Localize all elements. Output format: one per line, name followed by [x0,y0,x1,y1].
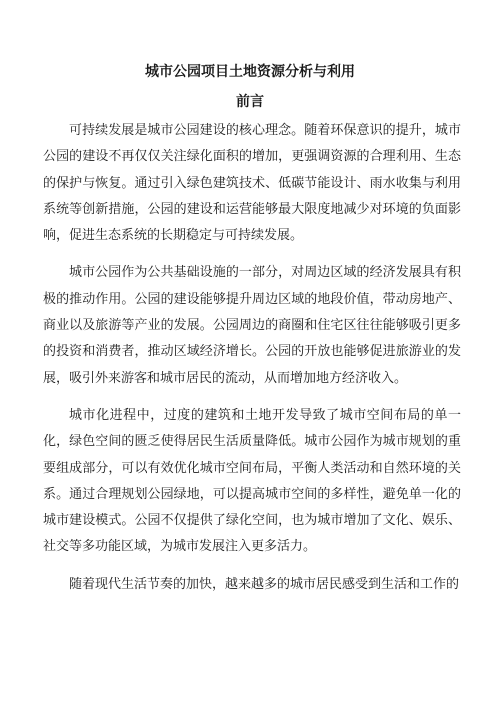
document-body [43,118,461,609]
paragraph: 城市公园作为公共基础设施的一部分，对周边区域的经济发展具有积极的推动作用。公园的建设能够提升周边区域的地段价值，带动房地产、商业以及旅游等产业的发展。公园周边的商圈和住宅区往往能够吸引更多的投资和消费者，推动区域经济增长。公园的开放也能够促进旅游业的发展，吸引外来游客和城市居民的流动，从而增加地方经济收入。 [43,265,461,386]
paragraph: 随着现代生活节奏的加快，越来越多的城市居民感受到生活和工作的 [69,576,460,592]
paragraph: 城市化进程中，过度的建筑和土地开发导致了城市空间布局的单一化，绿色空间的匮乏使得居民生活质量降低。城市公园作为城市规划的重要组成部分，可以有效优化城市空间布局，平衡人类活动和自然环境的关系。通过合理规划公园绿地，可以提高城市空间的多样性，避免单一化的城市建设模式。公园不仅提供了绿化空间，也为城市增加了文化、娱乐、社交等多功能区域，为城市发展注入更多活力。 [43,407,461,555]
paragraph: 可持续发展是城市公园建设的核心理念。随着环保意识的提升，城市公园的建设不再仅仅关注绿化面积的增加，更强调资源的合理利用、生态的保护与恢复。通过引入绿色建筑技术、低碳节能设计、雨水收集与利用系统等创新措施，公园的建设和运营能够最大限度地减少对环境的负面影响，促进生态系统的长期稳定与可持续发展。 [43,123,461,244]
section-heading: 前言 [236,94,264,110]
document-title: 城市公园项目土地资源分析与利用 [145,64,355,80]
